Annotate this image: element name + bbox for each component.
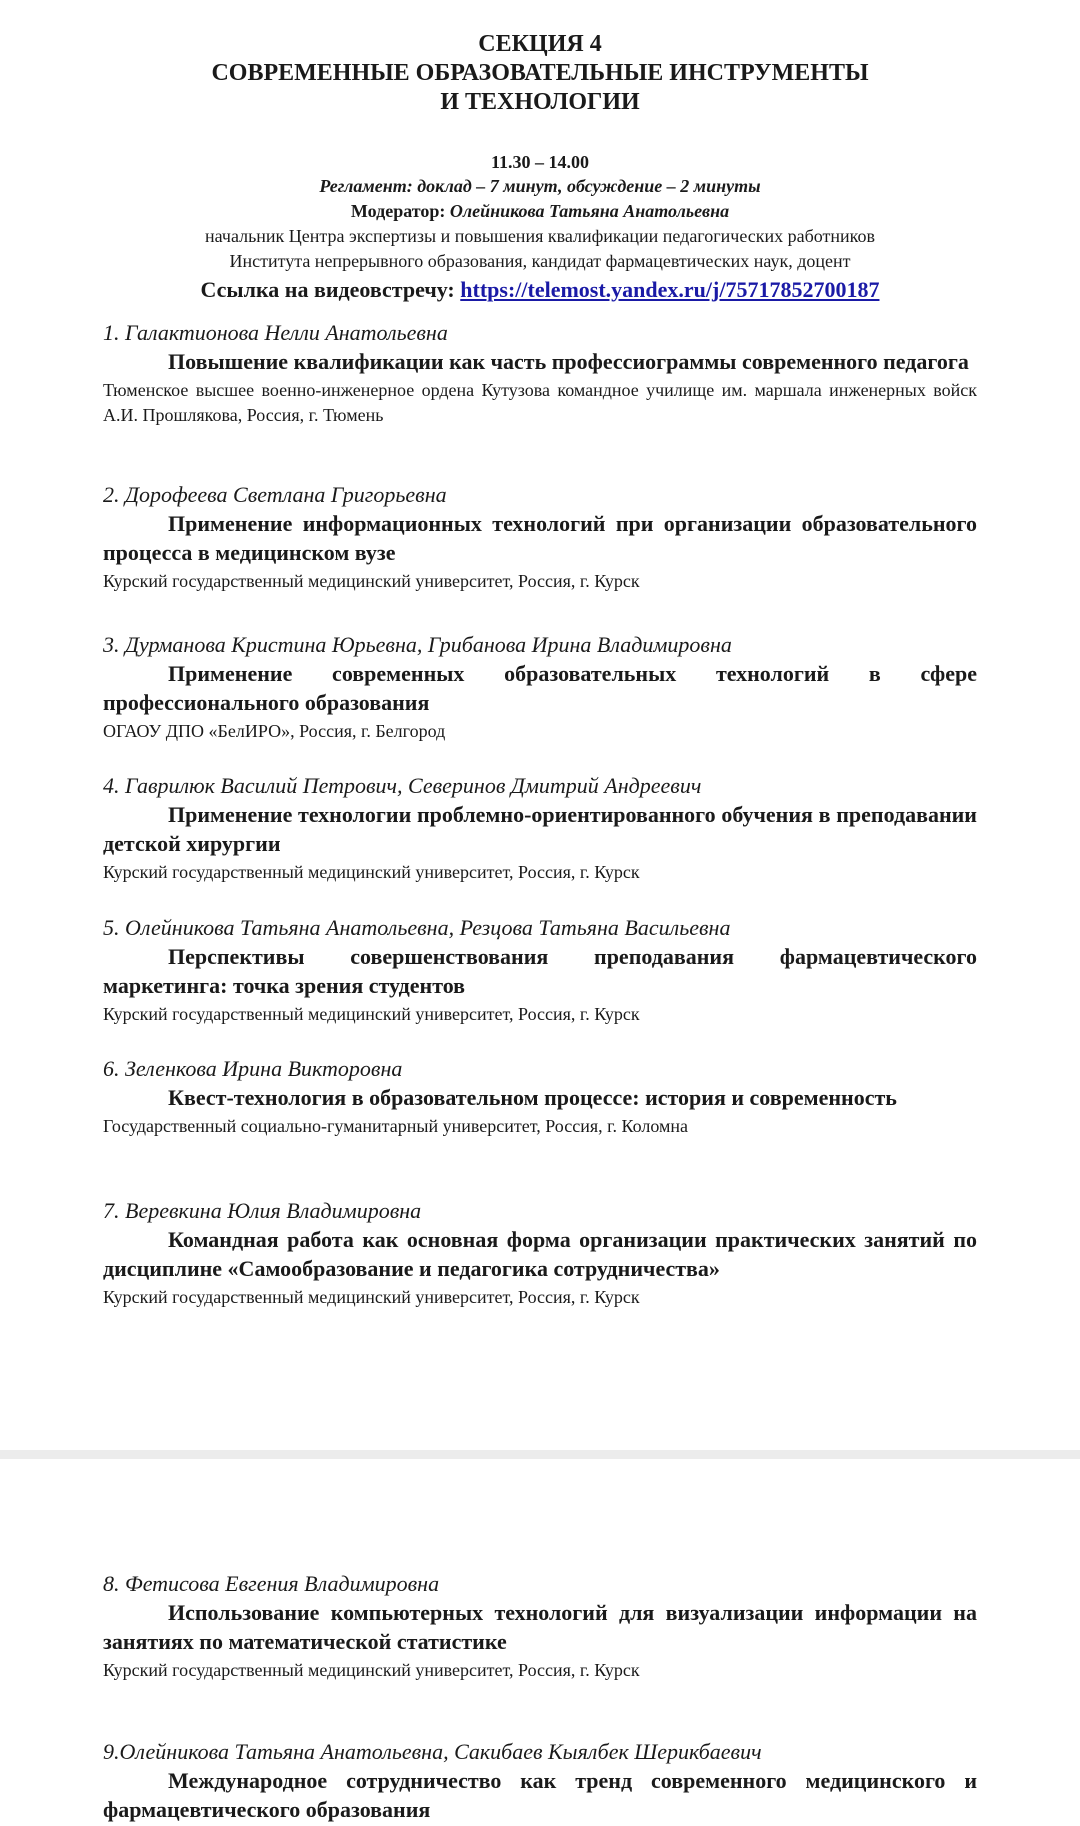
entry-organization: Курский государственный медицинский университет, Россия, г. Курск <box>103 1660 640 1680</box>
document-page-2 <box>0 1459 1080 1823</box>
entry-authors: 6. Зеленкова Ирина Викторовна <box>103 1056 403 1081</box>
section-header <box>0 30 1080 305</box>
entry-authors: 4. Гаврилюк Василий Петрович, Северинов Дмитрий Андреевич <box>103 773 702 798</box>
moderator-position-1: начальник Центра экспертизы и повышения квалификации педагогических работников <box>205 226 875 246</box>
section-title-line-2: И ТЕХНОЛОГИИ <box>440 89 640 115</box>
report-entry-2 <box>103 480 977 594</box>
entry-organization: Курский государственный медицинский университет, Россия, г. Курск <box>103 1004 640 1024</box>
entry-title: Применение информационных технологий при организации образовательного процесса в медицинском вузе <box>103 511 977 565</box>
entry-organization: Тюменское высшее военно-инженерное ордена Кутузова командное училище им. маршала инженерных войск А.И. Прошлякова, Россия, г. Тюмень <box>103 380 977 425</box>
moderator-label: Модератор: <box>350 201 446 221</box>
video-link-row <box>0 275 1080 305</box>
entry-title: Перспективы совершенствования преподавания фармацевтического маркетинга: точка зрения студентов <box>103 944 977 998</box>
report-entry-4 <box>103 771 977 885</box>
video-meeting-link[interactable]: https://telemost.yandex.ru/j/75717852700187 <box>460 277 880 302</box>
section-number: СЕКЦИЯ 4 <box>478 31 602 57</box>
entry-authors: 9.Олейникова Татьяна Анатольевна, Сакибаев Кыялбек Шерикбаевич <box>103 1739 762 1764</box>
entry-authors: 2. Дорофеева Светлана Григорьевна <box>103 482 447 507</box>
entry-authors: 5. Олейникова Татьяна Анатольевна, Резцова Татьяна Васильевна <box>103 915 731 940</box>
report-entry-3 <box>103 630 977 744</box>
entry-title: Использование компьютерных технологий для визуализации информации на занятиях по математической статистике <box>103 1600 977 1654</box>
moderator-position-2: Института непрерывного образования, кандидат фармацевтических наук, доцент <box>229 251 851 271</box>
entry-organization: Курский государственный медицинский университет, Россия, г. Курск <box>103 571 640 591</box>
report-entry-9 <box>103 1737 977 1826</box>
session-time: 11.30 – 14.00 <box>490 152 589 172</box>
entry-organization: Государственный социально-гуманитарный университет, Россия, г. Коломна <box>103 1116 689 1136</box>
report-entry-8 <box>103 1569 977 1683</box>
regulation-text: Регламент: доклад – 7 минут, обсуждение – 2 минуты <box>319 176 761 196</box>
entry-authors: 7. Веревкина Юлия Владимировна <box>103 1198 422 1223</box>
section-title-line-1: СОВРЕМЕННЫЕ ОБРАЗОВАТЕЛЬНЫЕ ИНСТРУМЕНТЫ <box>211 60 869 86</box>
entry-title: Международное сотрудничество как тренд современного медицинского и фармацевтического образования <box>103 1768 977 1822</box>
video-link-label: Ссылка на видеовстречу: <box>200 277 455 302</box>
entry-title: Применение технологии проблемно-ориентированного обучения в преподавании детской хирургии <box>103 802 977 856</box>
entry-title: Применение современных образовательных технологий в сфере профессионального образования <box>103 661 977 715</box>
report-entry-6 <box>103 1054 977 1139</box>
entry-authors: 3. Дурманова Кристина Юрьевна, Грибанова Ирина Владимировна <box>103 632 732 657</box>
report-entry-7 <box>103 1196 977 1310</box>
entry-authors: 8. Фетисова Евгения Владимировна <box>103 1571 440 1596</box>
entry-title: Повышение квалификации как часть профессиограммы современного педагога <box>168 349 969 374</box>
moderator-name: Олейникова Татьяна Анатольевна <box>449 201 730 221</box>
entry-organization: Курский государственный медицинский университет, Россия, г. Курск <box>103 1287 640 1307</box>
entry-organization: Курский государственный медицинский университет, Россия, г. Курск <box>103 862 640 882</box>
entry-title: Квест-технология в образовательном процессе: история и современность <box>168 1085 897 1110</box>
entry-title: Командная работа как основная форма организации практических занятий по дисциплине «Самообразование и педагогика сотрудничества» <box>103 1227 977 1281</box>
page-separator <box>0 1450 1080 1459</box>
report-entry-5 <box>103 913 977 1027</box>
entry-authors: 1. Галактионова Нелли Анатольевна <box>103 320 448 345</box>
entry-organization: ОГАОУ ДПО «БелИРО», Россия, г. Белгород <box>103 721 446 741</box>
moderator-line <box>0 199 1080 224</box>
report-entry-1 <box>103 318 977 428</box>
